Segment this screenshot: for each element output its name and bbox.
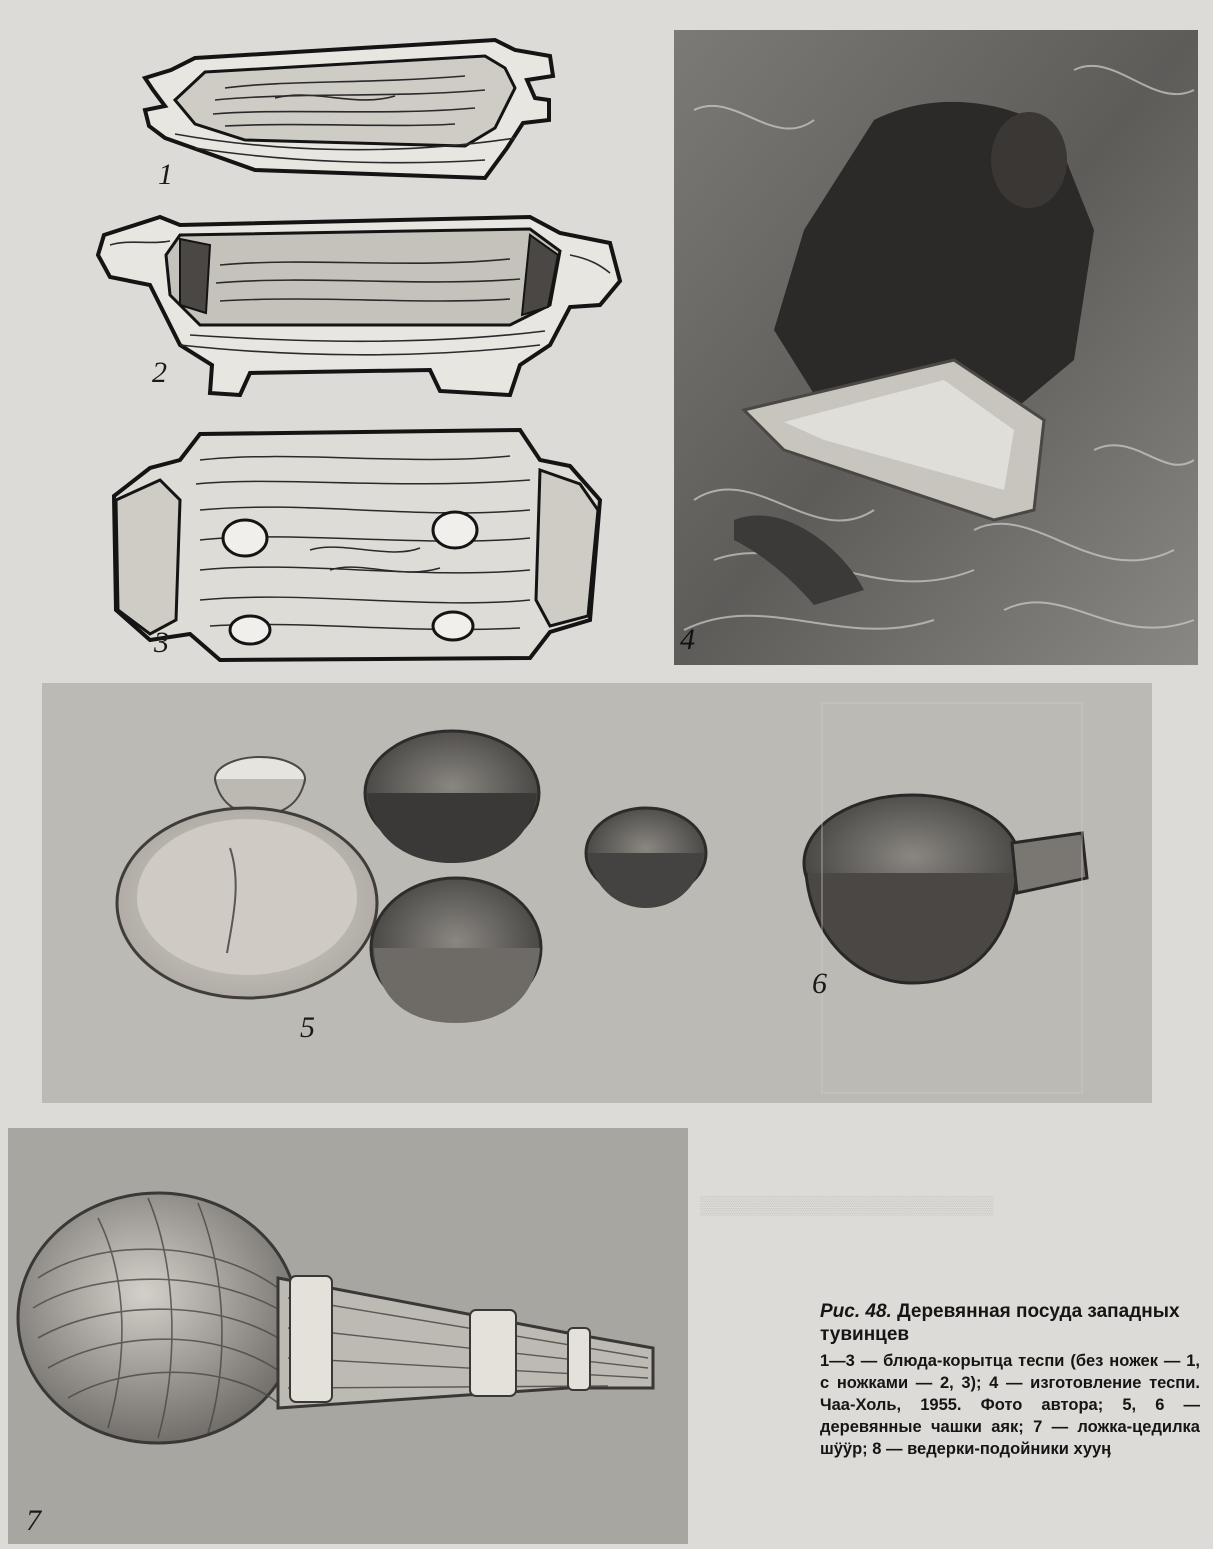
photo-strainer-ladle — [8, 1128, 688, 1544]
figure-label-1: 1 — [158, 158, 173, 191]
caption-title-line — [820, 1300, 1200, 1346]
figure-label-7: 7 — [26, 1504, 41, 1537]
figure-caption — [820, 1300, 1200, 1460]
drawing-trough-2 — [90, 195, 630, 405]
drawing-trough-1 — [135, 28, 565, 191]
figure-label-4: 4 — [680, 623, 695, 656]
photo-wooden-cups — [42, 683, 1152, 1103]
drawing-trough-3 — [110, 420, 605, 665]
figure-label-3: 3 — [154, 626, 169, 659]
show-through-text: ▒▒▒▒▒▒▒▒▒▒▒▒▒▒▒▒▒▒▒▒▒▒▒ — [700, 1195, 994, 1215]
figure-label-5: 5 — [300, 1011, 315, 1044]
figure-label-6: 6 — [812, 967, 827, 1000]
figure-label-2: 2 — [152, 356, 167, 389]
caption-title: Деревянная посуда западных тувинцев — [820, 1301, 1180, 1345]
caption-prefix: Рис. 48. — [820, 1301, 892, 1322]
caption-body: 1—3 — блюда-корытца теспи (без ножек — 1, с ножками — 2, 3); 4 — изготовление теспи. Чаа-Холь, 1955. Фото автора; 5, 6 — деревянные чашки аяк; 7 — ложка-цедилка шӱӱр; 8 — ведерки-подойники хууӊ — [820, 1352, 1200, 1458]
photo-making-tespi — [674, 30, 1198, 665]
